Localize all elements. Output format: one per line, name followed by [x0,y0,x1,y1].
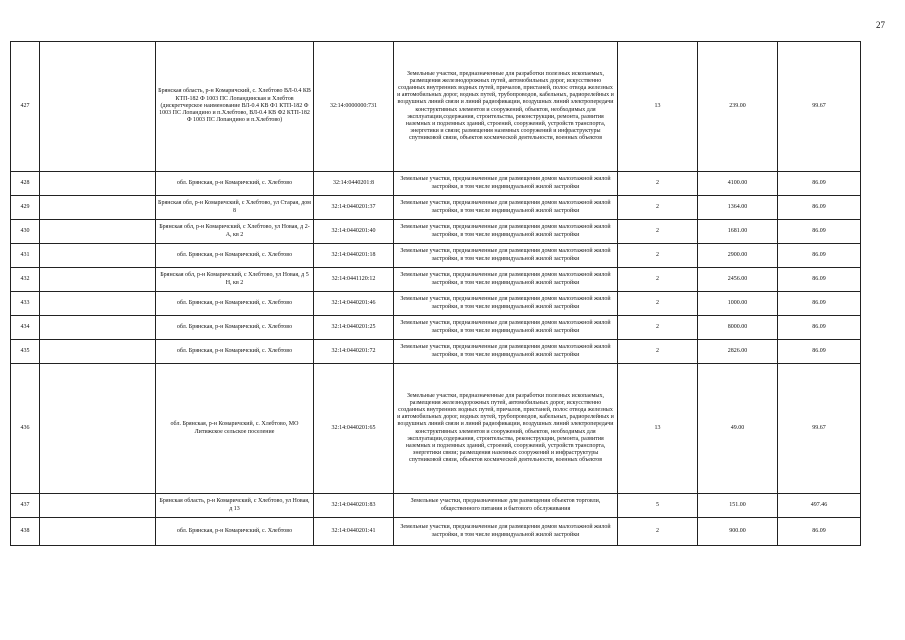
address-cell: обл. Брянская, р-н Комаричский, с. Хлебтово [156,340,314,364]
address-cell: обл. Брянская, р-н Комаричский, с. Хлебтово [156,518,314,546]
rate-cell: 86.09 [778,220,861,244]
blank-cell [40,220,156,244]
table-row [11,316,861,340]
group-code-cell: 2 [618,340,698,364]
rate-cell: 86.09 [778,518,861,546]
row-number-cell: 427 [11,42,40,172]
land-use-description-cell: Земельные участки, предназначенные для размещения домов малоэтажной жилой застройки, в том числе индивидуальной жилой застройки [394,196,618,220]
address-cell: Брянская обл, р-н Комаричский, с Хлебтово, ул Новая, д 2-А, кв 2 [156,220,314,244]
rate-cell: 99.67 [778,364,861,494]
cadastral-number-cell: 32:14:0440201:18 [314,244,394,268]
land-use-description-cell: Земельные участки, предназначенные для разработки полезных ископаемых, размещения железнодорожных путей, автомобильных дорог, искусственно созданных внутренних водных путей, причалов, пристаней, полос отвода железных и автомобильных дорог, водных путей, трубопроводов, кабельных, радиорелейных и воздушных линий связи и линий радиофикации, воздушных линий электропередачи конструктивных элементов и сооружений, объектов, необходимых для эксплуатации,содержания, строительства, реконструкции, ремонта, развития наземных и подземных зданий, строений, сооружений, устройств транспорта, энергетики связи; размещения наземных сооружений и инфраструктуры спутниковой связи, объектов космической деятельности, военных объектов [394,364,618,494]
table-row [11,518,861,546]
rate-cell: 99.67 [778,42,861,172]
table-row [11,196,861,220]
land-use-description-cell: Земельные участки, предназначенные для размещения домов малоэтажной жилой застройки, в том числе индивидуальной жилой застройки [394,220,618,244]
rate-cell: 86.09 [778,268,861,292]
cadastral-number-cell: 32:14:0440201:8 [314,172,394,196]
cadastral-number-cell: 32:14:0440201:72 [314,340,394,364]
address-cell: обл. Брянская, р-н Комаричский, с. Хлебтово [156,316,314,340]
table-row [11,268,861,292]
blank-cell [40,196,156,220]
row-number-cell: 433 [11,292,40,316]
row-number-cell: 431 [11,244,40,268]
blank-cell [40,172,156,196]
area-cell: 1000.00 [698,292,778,316]
rate-cell: 86.09 [778,340,861,364]
blank-cell [40,316,156,340]
group-code-cell: 13 [618,364,698,494]
land-use-description-cell: Земельные участки, предназначенные для размещения домов малоэтажной жилой застройки, в том числе индивидуальной жилой застройки [394,172,618,196]
area-cell: 2456.00 [698,268,778,292]
table-row [11,340,861,364]
address-cell: обл. Брянская, р-н Комаричский, с. Хлебтово [156,244,314,268]
address-cell: Брянская обл, р-н Комаричский, с Хлебтово, ул Новая, д 5 Н, кв 2 [156,268,314,292]
address-cell: обл. Брянская, р-н Комаричский, с. Хлебтово [156,292,314,316]
cadastral-number-cell: 32:14:0441120:12 [314,268,394,292]
area-cell: 900.00 [698,518,778,546]
area-cell: 1364.00 [698,196,778,220]
cadastral-number-cell: 32:14:0440201:46 [314,292,394,316]
land-plot-table [10,41,861,546]
row-number-cell: 430 [11,220,40,244]
table-row [11,220,861,244]
row-number-cell: 436 [11,364,40,494]
table-row [11,172,861,196]
land-use-description-cell: Земельные участки, предназначенные для размещения домов малоэтажной жилой застройки, в том числе индивидуальной жилой застройки [394,268,618,292]
rate-cell: 86.09 [778,316,861,340]
table-row [11,244,861,268]
land-use-description-cell: Земельные участки, предназначенные для размещения домов малоэтажной жилой застройки, в том числе индивидуальной жилой застройки [394,316,618,340]
blank-cell [40,292,156,316]
area-cell: 2900.00 [698,244,778,268]
table-row [11,494,861,518]
rate-cell: 86.09 [778,172,861,196]
cadastral-number-cell: 32:14:0440201:25 [314,316,394,340]
group-code-cell: 13 [618,42,698,172]
row-number-cell: 435 [11,340,40,364]
row-number-cell: 428 [11,172,40,196]
blank-cell [40,494,156,518]
rate-cell: 497.46 [778,494,861,518]
group-code-cell: 2 [618,316,698,340]
group-code-cell: 2 [618,172,698,196]
area-cell: 1681.00 [698,220,778,244]
area-cell: 239.00 [698,42,778,172]
table-row [11,42,861,172]
area-cell: 8000.00 [698,316,778,340]
table-body [11,42,861,546]
land-use-description-cell: Земельные участки, предназначенные для размещения домов малоэтажной жилой застройки, в том числе индивидуальной жилой застройки [394,340,618,364]
row-number-cell: 434 [11,316,40,340]
land-use-description-cell: Земельные участки, предназначенные для размещения домов малоэтажной жилой застройки, в том числе индивидуальной жилой застройки [394,518,618,546]
land-use-description-cell: Земельные участки, предназначенные для разработки полезных ископаемых, размещения железнодорожных путей, автомобильных дорог, искусственно созданных внутренних водных путей, причалов, пристаней, полос отвода железных и автомобильных дорог, водных путей, трубопроводов, кабельных, радиорелейных и воздушных линий связи и линий радиофикации, воздушных линий электропередачи конструктивных элементов и сооружений, объектов, необходимых для эксплуатации,содержания, строительства, реконструкции, ремонта, развития наземных и подземных зданий, строений, сооружений, устройств транспорта, энергетики и связи; размещения наземных сооружений и инфраструктуры спутниковой связи, объектов космической деятельности, военных объектов [394,42,618,172]
blank-cell [40,42,156,172]
land-use-description-cell: Земельные участки, предназначенные для размещения домов малоэтажной жилой застройки, в том числе индивидуальной жилой застройки [394,244,618,268]
blank-cell [40,340,156,364]
address-cell: Брянская область, р-н Комаричский, с. Хлебтово ВЛ-0.4 КВ КТП-182 Ф 1003 ПС Лопандинская и Хлебтов (дискретчерское наименование ВЛ-0.4 КВ Ф1 КТП-182 Ф 1003 ПС Лопандино и п.Хлебтово, ВЛ-0.4 КВ Ф2 КТП-182 Ф 1003 ПС Лопандино и п.Хлебтово) [156,42,314,172]
address-cell: обл. Брянская, р-н Комаричский, с. Хлебтово, МО Литижское сельское поселение [156,364,314,494]
address-cell: Брянская обл, р-н Комаричский, с Хлебтово, ул Старая, дом 8 [156,196,314,220]
blank-cell [40,244,156,268]
row-number-cell: 429 [11,196,40,220]
page-number: 27 [876,20,885,30]
table-row [11,364,861,494]
area-cell: 2826.00 [698,340,778,364]
group-code-cell: 2 [618,518,698,546]
address-cell: обл. Брянская, р-н Комаричский, с. Хлебтово [156,172,314,196]
cadastral-number-cell: 32:14:0000000:731 [314,42,394,172]
row-number-cell: 437 [11,494,40,518]
group-code-cell: 2 [618,220,698,244]
rate-cell: 86.09 [778,196,861,220]
group-code-cell: 2 [618,292,698,316]
cadastral-number-cell: 32:14:0440201:40 [314,220,394,244]
land-use-description-cell: Земельные участки, предназначенные для размещения объектов торговли, общественного питания и бытового обслуживания [394,494,618,518]
cadastral-number-cell: 32:14:0440201:65 [314,364,394,494]
area-cell: 49.00 [698,364,778,494]
group-code-cell: 2 [618,196,698,220]
cadastral-number-cell: 32:14:0440201:37 [314,196,394,220]
rate-cell: 86.09 [778,244,861,268]
group-code-cell: 5 [618,494,698,518]
address-cell: Брянская область, р-н Комаричский, с Хлебтово, ул Новая, д 13 [156,494,314,518]
group-code-cell: 2 [618,244,698,268]
blank-cell [40,518,156,546]
area-cell: 151.00 [698,494,778,518]
rate-cell: 86.09 [778,292,861,316]
group-code-cell: 2 [618,268,698,292]
area-cell: 4100.00 [698,172,778,196]
table-row [11,292,861,316]
land-use-description-cell: Земельные участки, предназначенные для размещения домов малоэтажной жилой застройки, в том числе индивидуальной жилой застройки [394,292,618,316]
row-number-cell: 432 [11,268,40,292]
cadastral-number-cell: 32:14:0440201:41 [314,518,394,546]
blank-cell [40,268,156,292]
blank-cell [40,364,156,494]
cadastral-number-cell: 32:14:0440201:83 [314,494,394,518]
row-number-cell: 438 [11,518,40,546]
